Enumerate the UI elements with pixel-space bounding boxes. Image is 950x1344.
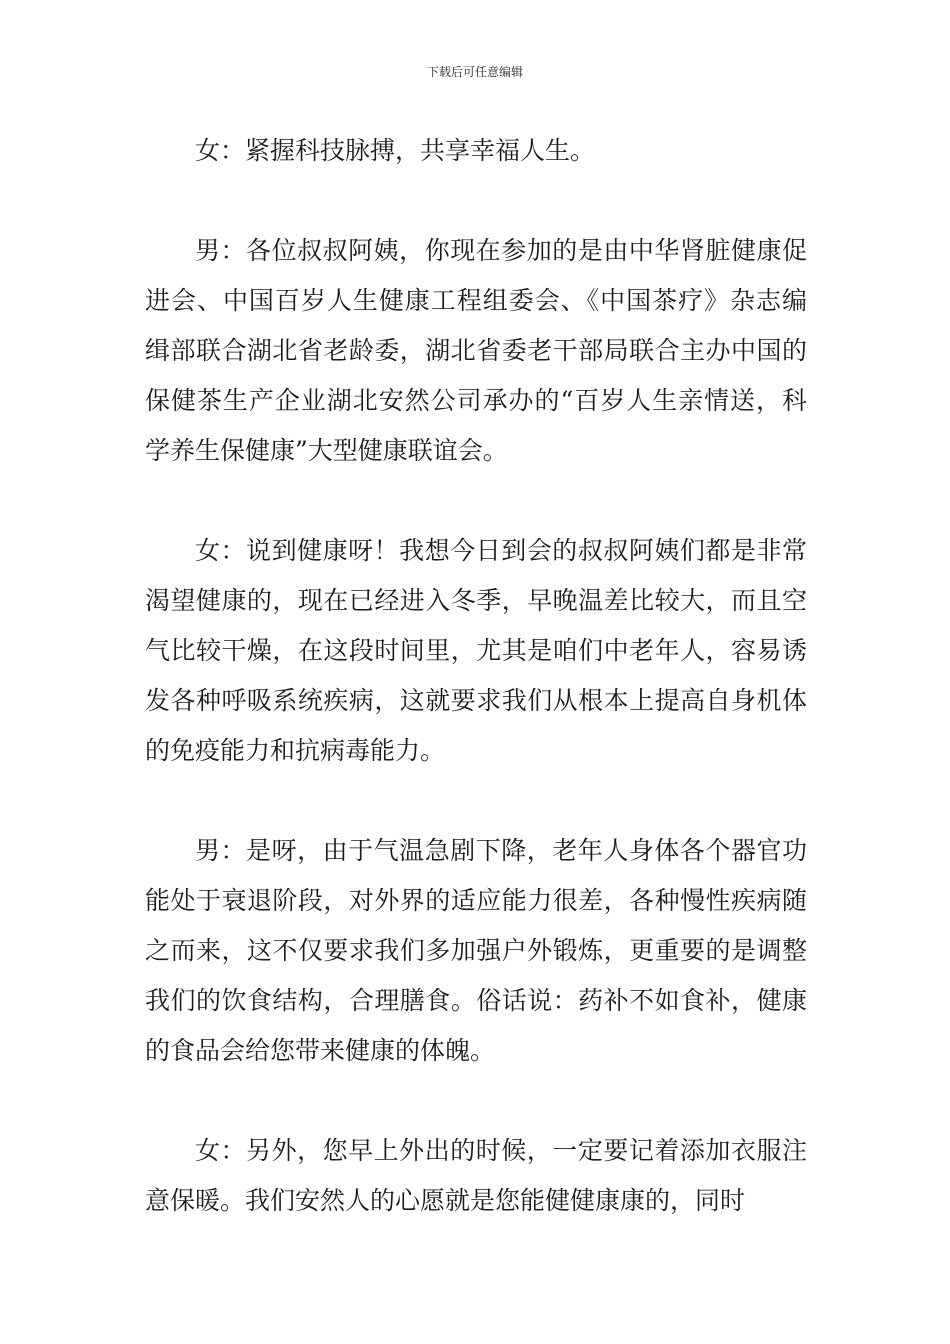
- paragraph-4: 男：是呀，由于气温急剧下降，老年人身体各个器官功能处于衰退阶段，对外界的适应能力很差，各种慢性疾病随之而来，这不仅要求我们多加强户外锻炼，更重要的是调整我们的饮食结构，合理膳食。俗话说：药补不如食补，健康的食品会给您带来健康的体魄。: [145, 836, 807, 1065]
- page-header: 下载后可任意编辑: [426, 65, 523, 79]
- paragraph-5: 女：另外，您早上外出的时候，一定要记着添加衣服注意保暖。我们安然人的心愿就是您能健健康康的，同时: [145, 1136, 807, 1215]
- paragraph-2: 男：各位叔叔阿姨，你现在参加的是由中华肾脏健康促进会、中国百岁人生健康工程组委会、《中国茶疗》杂志编缉部联合湖北省老龄委，湖北省委老干部局联合主办中国的保健茶生产企业湖北安然公司承办的“百岁人生亲情送，科学养生保健康”大型健康联谊会。: [145, 236, 807, 465]
- paragraph-1: 女：紧握科技脉搏，共享幸福人生。: [195, 136, 596, 165]
- paragraph-3: 女：说到健康呀！我想今日到会的叔叔阿姨们都是非常渴望健康的，现在已经进入冬季，早晚温差比较大，而且空气比较干燥，在这段时间里，尤其是咱们中老年人，容易诱发各种呼吸系统疾病，这就要求我们从根本上提高自身机体的免疫能力和抗病毒能力。: [145, 536, 807, 765]
- document-body: [145, 126, 807, 1276]
